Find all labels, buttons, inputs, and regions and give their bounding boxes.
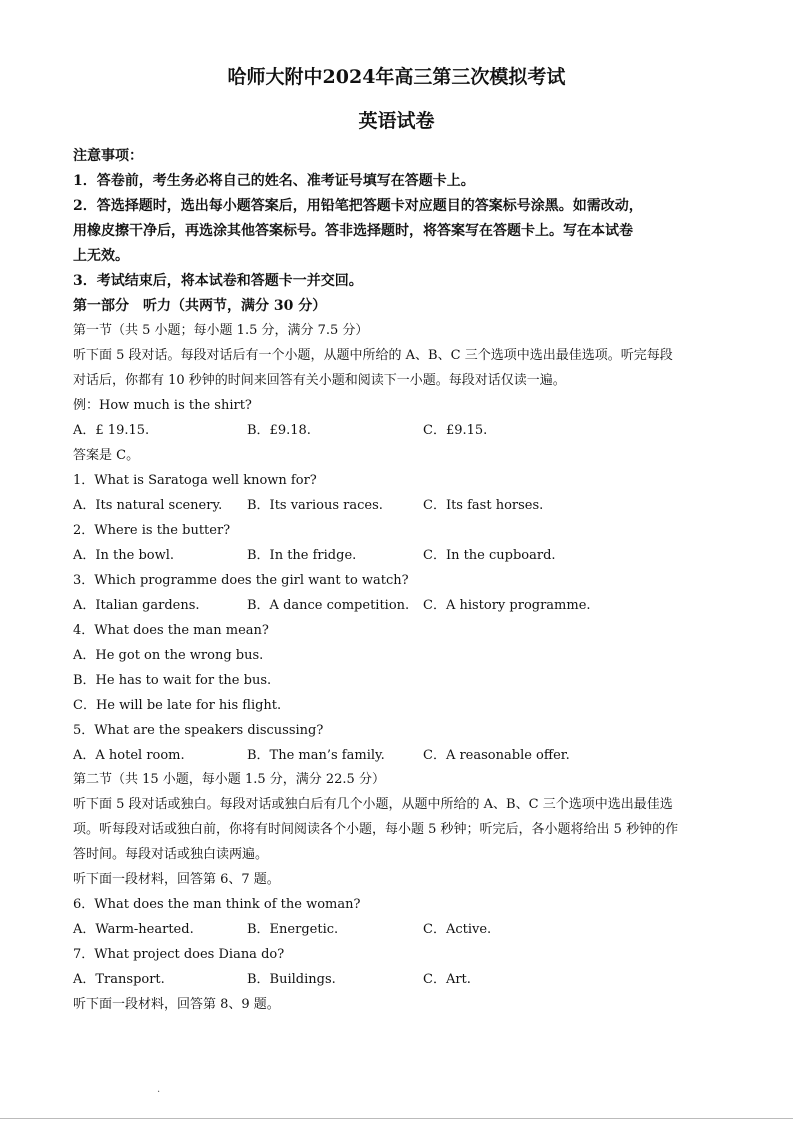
- q7-option-c: C．Art.: [423, 972, 471, 987]
- material-intro-6-7: 听下面一段材料，回答第 6、7 题。: [73, 872, 280, 887]
- example-question: 例：How much is the shirt?: [73, 398, 252, 413]
- notice-item-2-line-3: 上无效。: [73, 248, 129, 264]
- section2-instruction-line-3: 答时间。每段对话或独白读两遍。: [73, 847, 269, 862]
- material-intro-8-9: 听下面一段材料，回答第 8、9 题。: [73, 997, 280, 1012]
- section2-instruction-line-1: 听下面 5 段对话或独白。每段对话或独白后有几个小题，从题中所给的 A、B、C 三个选项中选出最佳选: [73, 797, 673, 812]
- q3-option-c: C．A history programme.: [423, 598, 591, 613]
- question-4: 4．What does the man mean?: [73, 623, 269, 638]
- exam-title: 哈师大附中2024年高三第三次模拟考试: [227, 66, 566, 88]
- q4-option-c: C．He will be late for his flight.: [73, 698, 282, 713]
- q5-option-b: B．The man’s family.: [247, 748, 385, 763]
- notice-item-2-line-1: 2．答选择题时，选出每小题答案后，用铅笔把答题卡对应题目的答案标号涂黑。如需改动，: [73, 198, 643, 214]
- q6-option-b: B．Energetic.: [247, 922, 339, 937]
- notice-heading: 注意事项：: [73, 148, 143, 164]
- question-5: 5．What are the speakers discussing?: [73, 723, 324, 738]
- question-2: 2．Where is the butter?: [73, 523, 231, 538]
- question-1: 1．What is Saratoga well known for?: [73, 473, 317, 488]
- q3-option-a: A．Italian gardens.: [73, 598, 200, 613]
- notice-item-2-line-2: 用橡皮擦干净后，再选涂其他答案标号。答非选择题时，将答案写在答题卡上。写在本试卷: [73, 223, 633, 239]
- section1-instruction-line-2: 对话后，你都有 10 秒钟的时间来回答有关小题和阅读下一小题。每段对话仅读一遍。: [73, 373, 566, 388]
- q3-option-b: B．A dance competition.: [247, 598, 410, 613]
- q2-option-a: A．In the bowl.: [73, 548, 175, 563]
- example-answer: 答案是 C。: [73, 448, 140, 463]
- q6-option-c: C．Active.: [423, 922, 492, 937]
- question-6: 6．What does the man think of the woman?: [73, 897, 361, 912]
- part1-heading: 第一部分 听力（共两节，满分 30 分）: [73, 298, 327, 314]
- question-7: 7．What project does Diana do?: [73, 947, 285, 962]
- q1-option-a: A．Its natural scenery.: [73, 498, 223, 513]
- q2-option-b: B．In the fridge.: [247, 548, 357, 563]
- q7-option-b: B．Buildings.: [247, 972, 336, 987]
- q7-option-a: A．Transport.: [73, 972, 165, 987]
- example-option-a: A．£ 19.15.: [73, 423, 150, 438]
- q5-option-a: A．A hotel room.: [73, 748, 185, 763]
- notice-item-3: 3．考试结束后，将本试卷和答题卡一并交回。: [73, 273, 363, 289]
- q6-option-a: A．Warm-hearted.: [73, 922, 194, 937]
- example-option-c: C．£9.15.: [423, 423, 488, 438]
- example-option-b: B．£9.18.: [247, 423, 311, 438]
- q2-option-c: C．In the cupboard.: [423, 548, 556, 563]
- q5-option-c: C．A reasonable offer.: [423, 748, 570, 763]
- q1-option-c: C．Its fast horses.: [423, 498, 544, 513]
- section2-heading: 第二节（共 15 小题，每小题 1.5 分，满分 22.5 分）: [73, 772, 385, 787]
- q4-option-b: B．He has to wait for the bus.: [73, 673, 272, 688]
- page-bottom-divider: [0, 1118, 793, 1119]
- section1-heading: 第一节（共 5 小题；每小题 1.5 分，满分 7.5 分）: [73, 323, 369, 338]
- exam-subtitle: 英语试卷: [358, 110, 435, 132]
- section2-instruction-line-2: 项。听每段对话或独白前，你将有时间阅读各个小题，每小题 5 秒钟；听完后，各小题将给出 5 秒钟的作: [73, 822, 679, 837]
- q1-option-b: B．Its various races.: [247, 498, 383, 513]
- q4-option-a: A．He got on the wrong bus.: [73, 648, 264, 663]
- notice-item-1: 1．答卷前，考生务必将自己的姓名、准考证号填写在答题卡上。: [73, 173, 475, 189]
- section1-instruction-line-1: 听下面 5 段对话。每段对话后有一个小题，从题中所给的 A、B、C 三个选项中选出最佳选项。听完每段: [73, 348, 673, 363]
- footer-mark: .: [157, 1084, 161, 1095]
- question-3: 3．Which programme does the girl want to watch?: [73, 573, 409, 588]
